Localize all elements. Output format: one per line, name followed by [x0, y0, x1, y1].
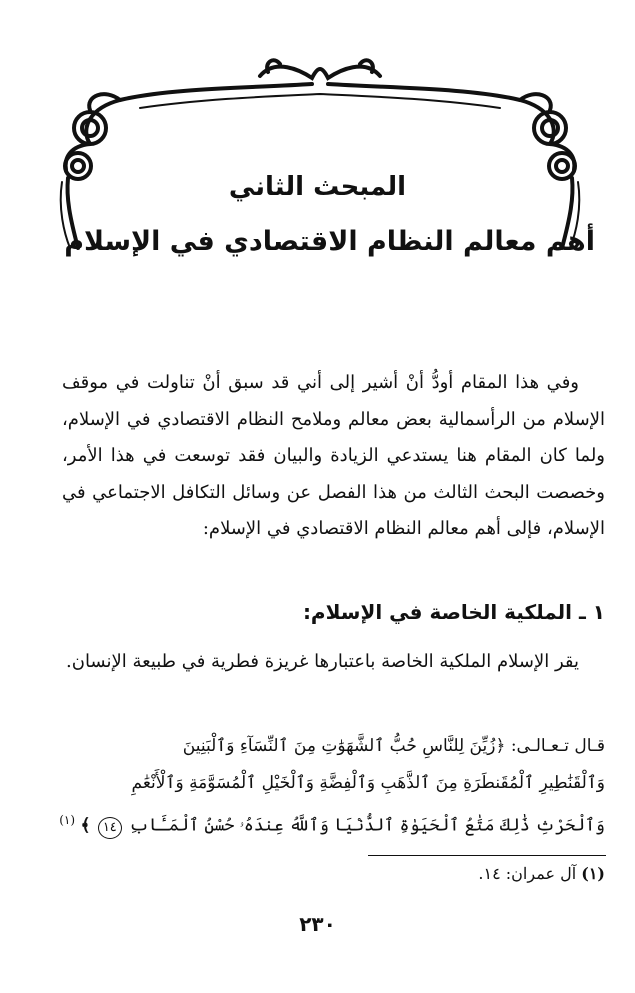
footnote-divider	[368, 855, 606, 856]
page-number: ٢٣٠	[299, 912, 336, 936]
intro-paragraph-text: وفي هذا المقام أودُّ أنْ أشير إلى أني قد سبق أنْ تناولت في موقف الإسلام من الرأسمالية بعض معالم وملامح النظام الاقتصادي في الإسلام، ولما كان المقام هنا يستدعي الزيادة والبيان فقد توسعت في هذا الأمر، وخصصت البحث الثالث من هذا الفصل عن وسائل التكافل الاجتماعي في الإسلام، فإلى أهم معالم النظام الاقتصادي في الإسلام:	[62, 372, 605, 539]
quote-line-1	[62, 728, 605, 765]
subsection-title: ١ ـ الملكية الخاصة في الإسلام:	[302, 600, 605, 624]
quran-quote	[59, 728, 605, 845]
footnote-reference: (١)	[59, 813, 76, 827]
quote-line-2: وَٱلْقَنَٰطِيرِ ٱلْمُقَنطَرَةِ مِنَ ٱلذَّهَبِ وَٱلْفِضَّةِ وَٱلْخَيْلِ ٱلْمُسَوَّمَةِ وَٱلْأَنْعَٰمِ	[131, 773, 605, 793]
quote-text-1: ﴿زُيِّنَ لِلنَّاسِ حُبُّ ٱلشَّهَوَٰتِ مِنَ ٱلنِّسَآءِ وَٱلْبَنِينَ	[182, 736, 506, 756]
ayah-number-mark: ١٤	[98, 817, 122, 839]
quote-line-3	[59, 802, 605, 845]
footnote-number: (١)	[581, 864, 605, 883]
footnote	[478, 864, 605, 883]
section-label: المبحث الثاني	[228, 172, 407, 202]
quote-close-brace: ﴾	[80, 815, 91, 836]
section-title: أهم معالم النظام الاقتصادي في الإسلام	[64, 226, 595, 257]
quote-intro: قـال تـعـالـى:	[510, 736, 605, 756]
footnote-text: آل عمران: ١٤.	[478, 864, 577, 883]
subsection-paragraph	[62, 644, 605, 679]
intro-paragraph	[62, 365, 605, 548]
subsection-paragraph-text: يقر الإسلام الملكية الخاصة باعتبارها غريزة فطرية في طبيعة الإنسان.	[66, 651, 579, 672]
quote-text-3: وَٱلْحَرْثِ ذَٰلِكَ مَتَٰعُ ٱلْحَيَوٰةِ ٱلدُّنْيَا وَٱللَّهُ عِندَهُۥ حُسْنُ ٱلْمَـَٔابِ	[129, 815, 605, 836]
